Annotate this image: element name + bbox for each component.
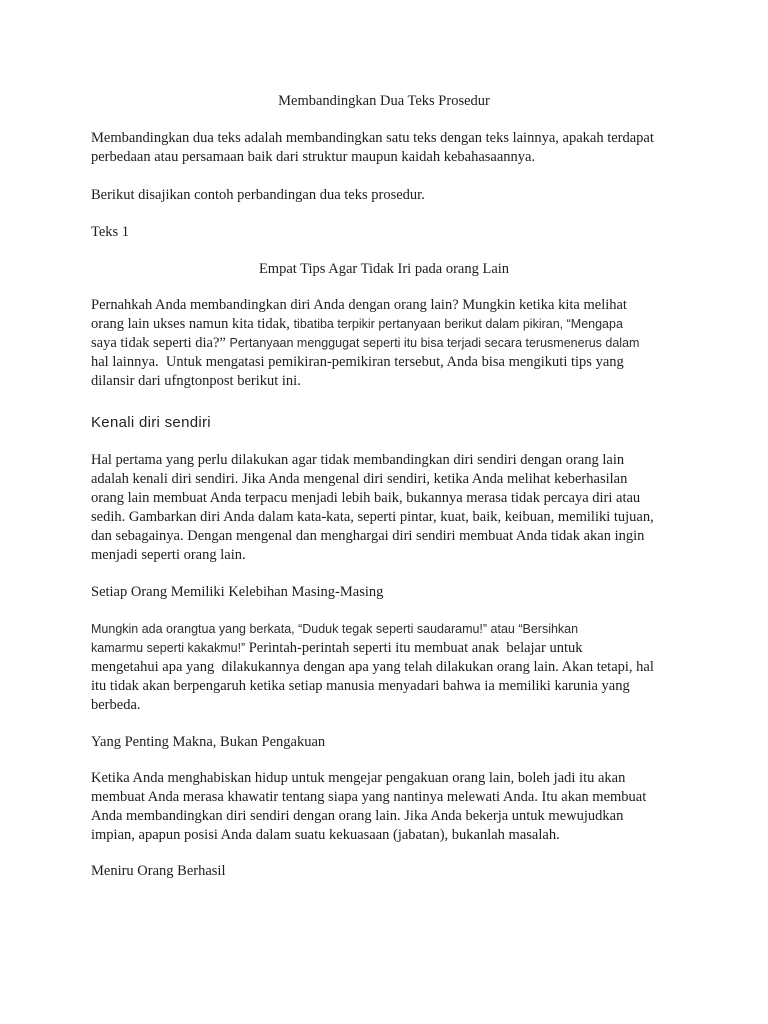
paragraph-line: membuat Anda merasa khawatir tentang siapa yang nantinya melewati Anda. Itu akan membuat xyxy=(91,789,647,805)
paragraph-line xyxy=(91,639,708,658)
text-label: Teks 1 xyxy=(91,224,130,240)
paragraph-line: sedih. Gambarkan diri Anda dalam kata-kata, seperti pintar, kuat, baik, keibuan, memiliki tujuan, xyxy=(91,509,654,525)
line-segment: Perintah-perintah seperti itu membuat anak belajar untuk xyxy=(248,640,583,656)
paragraph-line: Ketika Anda menghabiskan hidup untuk mengejar pengakuan orang lain, boleh jadi itu akan xyxy=(91,770,626,786)
paragraph-line: berbeda. xyxy=(91,697,141,713)
paragraph-line: hal lainnya. Untuk mengatasi pemikiran-pemikiran tersebut, Anda bisa mengikuti tips yang xyxy=(91,354,624,370)
line-segment: orang lain ukses namun kita tidak, xyxy=(91,316,294,332)
opening-paragraph xyxy=(91,296,708,391)
line-segment: tibatiba terpikir pertanyaan berikut dalam pikiran, “Mengapa xyxy=(293,317,623,331)
tip-paragraph xyxy=(91,620,708,715)
tip-heading: Kenali diri sendiri xyxy=(91,414,211,431)
tip-heading: Setiap Orang Memiliki Kelebihan Masing-Masing xyxy=(91,584,384,600)
paragraph-line: mengetahui apa yang dilakukannya dengan apa yang telah dilakukan orang lain. Akan tetapi, hal xyxy=(91,659,654,675)
paragraph-line: Pernahkah Anda membandingkan diri Anda dengan orang lain? Mungkin ketika kita melihat xyxy=(91,297,627,313)
paragraph-line: perbedaan atau persamaan baik dari struktur maupun kaidah kebahasaannya. xyxy=(91,149,536,165)
paragraph-line: dilansir dari ufngtonpost berikut ini. xyxy=(91,373,301,389)
paragraph-line: menjadi seperti orang lain. xyxy=(91,547,246,563)
paragraph-line: Anda membandingkan diri sendiri dengan orang lain. Jika Anda bekerja untuk mewujudkan xyxy=(91,808,624,824)
paragraph-line: Membandingkan dua teks adalah membandingkan satu teks dengan teks lainnya, apakah terdapat xyxy=(91,130,654,146)
document-title: Membandingkan Dua Teks Prosedur xyxy=(278,93,490,109)
tip-paragraph xyxy=(91,769,708,845)
paragraph-line: dan sebagainya. Dengan mengenal dan menghargai diri sendiri membuat Anda tidak akan ingin xyxy=(91,528,645,544)
paragraph-line xyxy=(91,334,708,353)
line-segment: saya tidak seperti dia?” xyxy=(91,335,230,351)
paragraph-line: orang lain membuat Anda terpacu menjadi lebih baik, bukannya merasa tidak percaya diri atau xyxy=(91,490,641,506)
line-segment: kamarmu seperti kakakmu!” xyxy=(91,641,249,655)
line-segment: Pertanyaan menggugat seperti itu bisa terjadi secara terusmenerus dalam xyxy=(229,336,640,350)
tip-heading: Yang Penting Makna, Bukan Pengakuan xyxy=(91,734,326,750)
paragraph-line: Mungkin ada orangtua yang berkata, “Duduk tegak seperti saudaramu!” atau “Bersihkan xyxy=(91,622,579,636)
paragraph-line: Hal pertama yang perlu dilakukan agar tidak membandingkan diri sendiri dengan orang lain xyxy=(91,452,625,468)
text-title: Empat Tips Agar Tidak Iri pada orang Lain xyxy=(258,261,510,277)
paragraph-line: impian, apapun posisi Anda dalam suatu kekuasaan (jabatan), bukanlah masalah. xyxy=(91,827,560,843)
tip-paragraph xyxy=(91,451,708,565)
intro-paragraph xyxy=(91,129,708,167)
intro-example-paragraph: Berikut disajikan contoh perbandingan dua teks prosedur. xyxy=(91,187,425,203)
paragraph-line xyxy=(91,315,708,334)
paragraph-line: itu tidak akan berpengaruh ketika setiap manusia menyadari bahwa ia memiliki karunia yang xyxy=(91,678,630,694)
tip-heading: Meniru Orang Berhasil xyxy=(91,863,226,879)
paragraph-line: adalah kenali diri sendiri. Jika Anda mengenal diri sendiri, ketika Anda melihat keberhasilan xyxy=(91,471,628,487)
